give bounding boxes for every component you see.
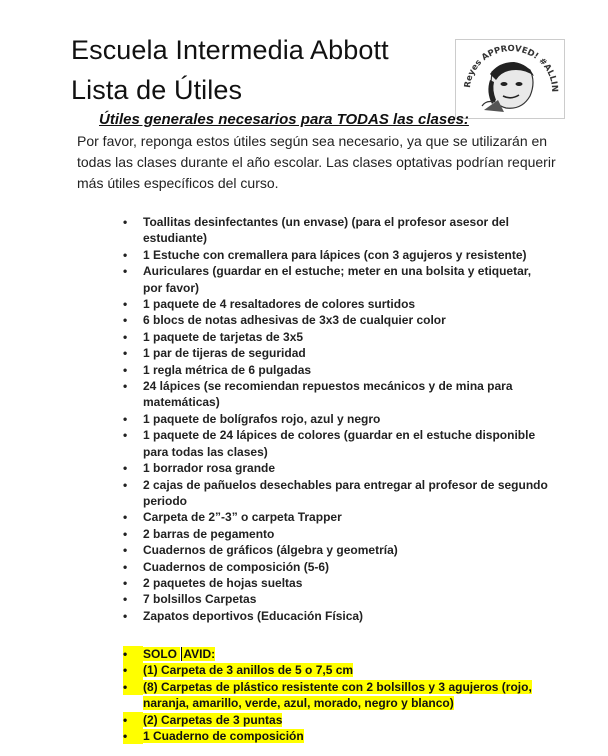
avid-heading-part-2: AVID: [183,647,216,661]
avid-supplies-list [108,646,548,744]
list-item: • 1 paquete de bolígrafos rojo, azul y negro [108,411,548,427]
avid-list-item [108,728,548,744]
avid-list-item [108,679,548,712]
svg-text:Reyes APPROVED! #ALLIN: Reyes APPROVED! #ALLIN [462,44,560,93]
supplies-list [108,214,548,624]
intro-paragraph: Por favor, reponga estos útiles según sea necesario, ya que se utilizarán en todas las clases durante el año escolar. Las clases optativas podrían requerir más útiles específicos del curso. [77,133,556,191]
reyes-approved-logo [455,39,565,119]
avid-heading-part-1: SOLO [143,647,181,661]
list-item: • Cuadernos de gráficos (álgebra y geometría) [108,542,548,558]
list-item: • 24 lápices (se recomiendan repuestos mecánicos y de mina para matemáticas) [108,378,548,411]
list-item: • Zapatos deportivos (Educación Física) [108,608,548,624]
list-item: • 1 paquete de 4 resaltadores de colores surtidos [108,296,548,312]
list-item: • 1 borrador rosa grande [108,460,548,476]
list-item: • Carpeta de 2”-3” o carpeta Trapper [108,509,548,525]
list-item: • 2 cajas de pañuelos desechables para entregar al profesor de segundo periodo [108,477,548,510]
list-item: • Toallitas desinfectantes (un envase) (para el profesor asesor del estudiante) [108,214,548,247]
avid-item-text: 1 Cuaderno de composición [143,729,304,744]
avid-heading [108,646,548,662]
list-item: • 1 paquete de 24 lápices de colores (guardar en el estuche disponible para todas las clases) [108,427,548,460]
list-item: • 1 Estuche con cremallera para lápices (con 3 agujeros y resistente) [108,247,548,263]
avid-list-item [108,662,548,678]
list-item: • 6 blocs de notas adhesivas de 3x3 de cualquier color [108,312,548,328]
list-item: • 1 regla métrica de 6 pulgadas [108,362,548,378]
list-item: • 2 barras de pegamento [108,526,548,542]
general-supplies-heading: Útiles generales necesarios para TODAS las clases: [99,111,469,128]
list-item: • 1 par de tijeras de seguridad [108,345,548,361]
page-title-line-1: Escuela Intermedia Abbott [71,35,389,65]
avid-item-text: (1) Carpeta de 3 anillos de 5 o 7,5 cm [143,663,354,678]
list-item: • 7 bolsillos Carpetas [108,591,548,607]
avid-item-text: (2) Carpetas de 3 puntas [143,712,283,727]
list-item: • 1 paquete de tarjetas de 3x5 [108,329,548,345]
avid-item-text: (8) Carpetas de plástico resistente con 2 bolsillos y 3 agujeros (rojo, naranja, amarillo, verde, azul, morado, negro y blanco) [143,679,532,711]
page-title-line-2: Lista de Útiles [71,75,243,105]
list-item: • 2 paquetes de hojas sueltas [108,575,548,591]
list-item: • Cuadernos de composición (5-6) [108,559,548,575]
avid-list-item [108,712,548,728]
list-item: • Auriculares (guardar en el estuche; meter en una bolsita y etiquetar, por favor) [108,263,548,296]
